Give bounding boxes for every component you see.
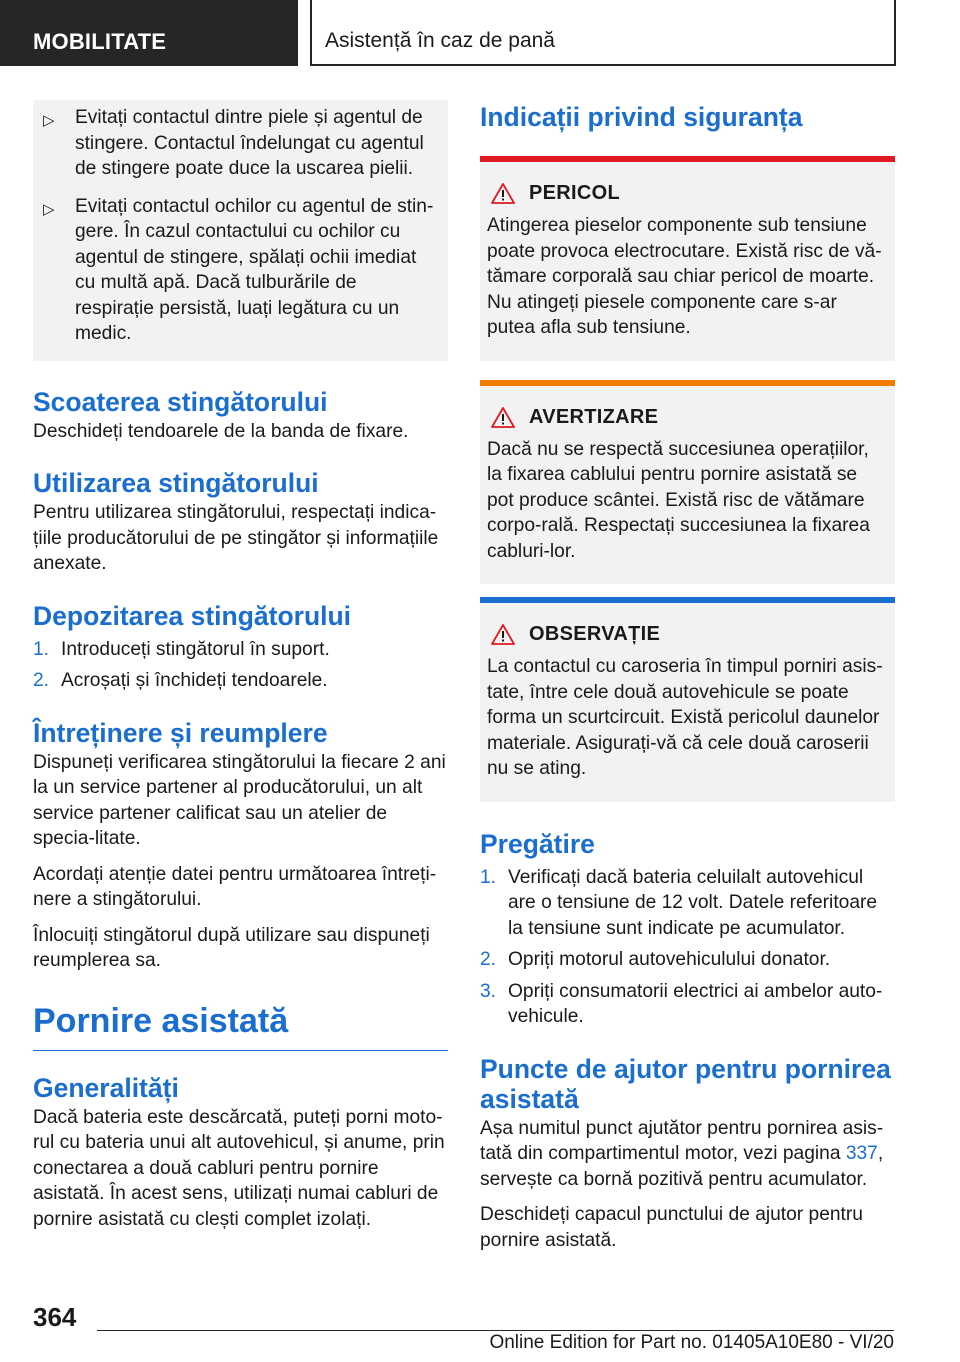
warning-triangle-icon [491,183,515,204]
triangle-bullet-icon: ▷ [43,112,55,129]
page-reference-link[interactable]: 337 [845,1143,878,1164]
paragraph: Pentru utilizarea stingătorului, respectați indica-țiile producătorului de pe stingător și informațiile anexate. [33,502,439,574]
notice-box [480,597,895,802]
warning-text: Dacă nu se respectă succesiunea operațiilor, la fixarea cablului pentru pornire asistată se pot produce scântei. Există risc de vătămare corpo-rală. Respectați succesiunea la fixarea cabluri-lor. [487,438,870,562]
paragraph: Așa numitul punct ajutător pentru pornirea asis-tată din compartimentul motor, vezi pagina 337, servește ca bornă pozitivă pentru acumulator. [480,1117,884,1190]
paragraph: Dacă bateria este descărcată, puteți porni moto-rul cu bateria unui alt autovehicul, și anume, prin conectarea a două cabluri pentru pornire asistată. În acest sens, utilizați numai cabluri de pornire asistată cu clești complet izolați. [33,1106,445,1230]
paragraph: Deschideți capacul punctului de ajutor pentru pornire asistată. [480,1204,863,1251]
heading-remove-extinguisher: Scoaterea stingătorului [33,386,328,417]
page-number: 364 [33,1302,77,1332]
right-column [480,100,895,1253]
chapter-title: Asistență în caz de pană [310,0,896,66]
safety-notes-box [33,100,448,361]
footer-divider [97,1330,894,1331]
warning-box [480,380,895,585]
notice-header: OBSERVAȚIE [487,623,887,646]
danger-text: Atingerea pieselor componente sub tensiune poate provoca electrocutare. Există risc de vă-tămare corporală sau chiar pericol de moarte. Nu atingeți piesele componente care s-ar putea afla sub tensiune. [487,215,882,338]
heading-safety-notes: Indicații privind siguranța [480,102,803,132]
paragraph: Deschideți tendoarele de la banda de fixare. [33,420,409,442]
heading-preparation: Pregătire [480,828,595,859]
notice-text: La contactul cu caroseria în timpul porniri asis-tate, între cele două autovehicule se poate forma un scurtcircuit. Există pericolul daunelor materiale. Asigurați-vă că cele două caroserii nu se ating. [487,656,883,779]
list-item: 3. Opriți consumatorii electrici ai ambelor auto-vehicule. [480,980,883,1027]
safety-note: ▷ Evitați contactul dintre piele și agentul de stingere. Contactul îndelungat cu agentul de stingere poate duce la uscarea pielii. [43,105,436,182]
danger-header: PERICOL [487,182,887,205]
paragraph: Acordați atenție datei pentru următoarea întreți-nere a stingătorului. [33,863,437,910]
list-item: 2. Opriți motorul autovehiculului donator. [480,949,831,970]
left-column [33,100,448,1232]
heading-general: Generalități [33,1072,179,1103]
heading-use-extinguisher: Utilizarea stingătorului [33,468,319,498]
danger-box [480,156,895,361]
page-header [0,0,960,66]
section-title: MOBILITATE [0,0,298,66]
triangle-bullet-icon: ▷ [43,200,55,218]
edition-footer: Online Edition for Part no. 01405A10E80 - VI/20 [489,1332,894,1353]
paragraph: Înlocuiți stingătorul după utilizare sau dispuneți reumplerea sa. [33,924,430,971]
warning-triangle-icon [491,407,515,428]
heading-maintenance: Întreținere și reumplere [33,717,328,748]
list-item: 1. Introduceți stingătorul în suport. [33,638,330,660]
chapter-heading-jump-start: Pornire asistată [33,1001,448,1051]
warning-triangle-icon [491,624,515,645]
safety-note: ▷ Evitați contactul ochilor cu agentul de stin-gere. În cazul contactului cu ochilor cu agentul de stingere, spălați ochii imediat cu multă apă. Dacă tulburările de respirație persistă, luați legătura cu un medic. [43,194,436,347]
warning-header: AVERTIZARE [487,406,887,429]
heading-jump-points: Puncte de ajutor pentru pornirea asistată [480,1053,891,1114]
list-item: 1. Verificați dacă bateria celuilalt autovehicul are o tensiune de 12 volt. Datele referitoare la tensiune sunt indicate pe acumulator. [480,866,878,939]
heading-store-extinguisher: Depozitarea stingătorului [33,600,352,631]
paragraph: Dispuneți verificarea stingătorului la fiecare 2 ani la un service partener al producătorului, un alt service partener calificat sau un atelier de specia-litate. [33,751,446,849]
list-item: 2. Acroșați și închideți tendoarele. [33,670,328,691]
